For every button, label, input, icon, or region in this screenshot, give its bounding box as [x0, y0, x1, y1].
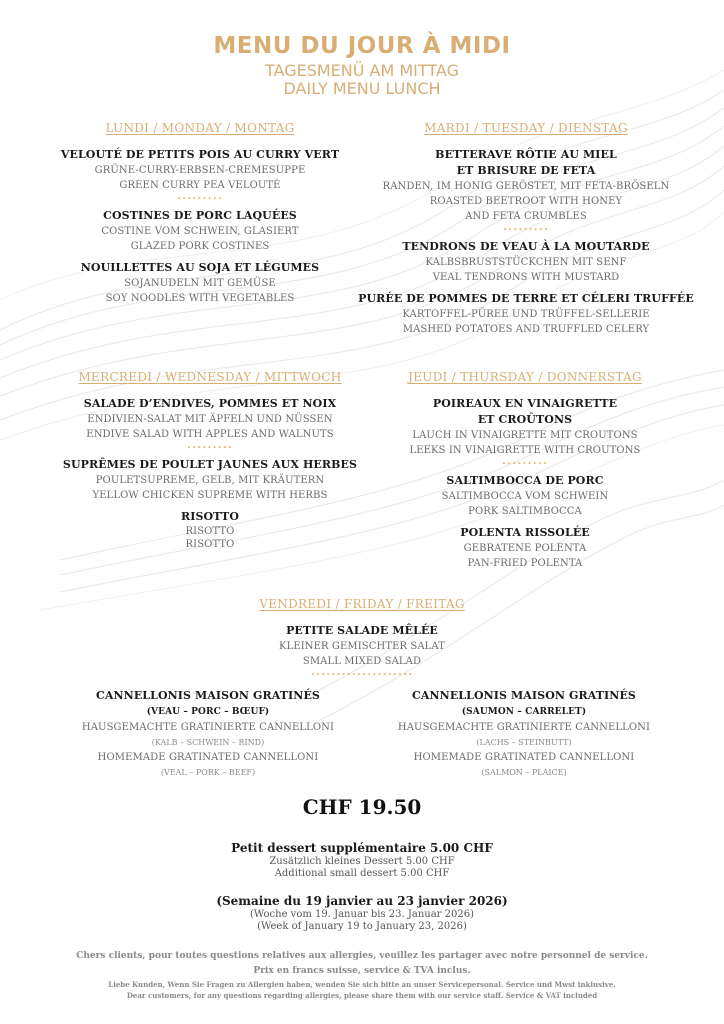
- friday-right-fr: CANNELLONIS MAISON GRATINÉS: [412, 689, 636, 702]
- tuesday-dish1-en-line2: AND FETA CRUMBLES: [465, 211, 587, 222]
- friday-right-de-sub: (LACHS – STEINBUTT): [476, 738, 572, 747]
- tuesday-dish1-en-line1: ROASTED BEETROOT WITH HONEY: [429, 196, 623, 207]
- wednesday-dish3-de: RISOTTO: [185, 526, 235, 537]
- friday-left-en-sub: (VEAL – PORK – BEEF): [160, 768, 256, 777]
- tuesday-dish3-en: MASHED POTATOES AND TRUFFLED CELERY: [402, 324, 650, 335]
- friday-left-en: HOMEMADE GRATINATED CANNELLONI: [97, 752, 319, 763]
- friday-left-de: HAUSGEMACHTE GRATINIERTE CANNELLONI: [81, 722, 335, 733]
- monday-dish3-de: SOJANUDELN MIT GEMÜSE: [124, 278, 276, 289]
- monday-dish3-en: SOY NOODLES WITH VEGETABLES: [105, 293, 295, 304]
- footer-allergy-fr: Chers clients, pour toutes questions relatives aux allergies, veuillez les partager avec notre personnel de service.: [76, 951, 648, 961]
- wednesday-dish3-fr: RISOTTO: [180, 510, 240, 523]
- monday-dish1-fr: VELOUTÉ DE PETITS POIS AU CURRY VERT: [60, 148, 340, 161]
- week-fr: (Semaine du 19 janvier au 23 janvier 2026): [216, 894, 508, 908]
- tuesday-dish2-fr: TENDRONS DE VEAU À LA MOUTARDE: [402, 240, 650, 253]
- friday-separator: ••••••••••••••••••••: [310, 671, 414, 679]
- friday-right-en-sub: (SALMON – PLAICE): [481, 768, 567, 777]
- tuesday-dish1-fr-line1: BETTERAVE RÔTIE AU MIEL: [435, 148, 617, 161]
- thursday-dish2-en: PORK SALTIMBOCCA: [468, 506, 582, 517]
- thursday-heading: JEUDI / THURSDAY / DONNERSTAG: [408, 370, 642, 384]
- friday-right-dish: [364, 688, 684, 780]
- friday-left-dish: [40, 688, 376, 780]
- tuesday-dish2-en: VEAL TENDRONS WITH MUSTARD: [432, 272, 620, 283]
- week-en: (Week of January 19 to January 23, 2026): [257, 921, 467, 932]
- wednesday-dish2-fr: SUPRÊMES DE POULET JAUNES AUX HERBES: [62, 458, 358, 471]
- thursday-dish3-de: GEBRATENE POLENTA: [463, 543, 587, 554]
- thursday-dish3-fr: POLENTA RISSOLÉE: [460, 526, 590, 539]
- footer: [0, 949, 724, 1001]
- friday-heading: VENDREDI / FRIDAY / FREITAG: [259, 597, 465, 611]
- wednesday-heading: MERCREDI / WEDNESDAY / MITTWOCH: [78, 370, 342, 384]
- footer-allergy-en: Dear customers, for any questions regarding allergies, please share them with our service staff. Service & VAT included: [126, 991, 598, 1000]
- wednesday-dish1-de: ENDIVIEN-SALAT MIT ÄPFELN UND NÜSSEN: [87, 414, 333, 425]
- wednesday-dish1-en: ENDIVE SALAD WITH APPLES AND WALNUTS: [86, 429, 334, 440]
- wednesday-dish1-fr: SALADE D’ENDIVES, POMMES ET NOIX: [83, 397, 337, 410]
- tuesday-heading: MARDI / TUESDAY / DIENSTAG: [424, 121, 628, 135]
- week-block: [0, 893, 724, 933]
- thursday-dish1-en: LEEKS IN VINAIGRETTE WITH CROUTONS: [409, 445, 641, 456]
- friday-starter-fr: PETITE SALADE MÊLÉE: [286, 624, 438, 637]
- monday-dish1-en: GREEN CURRY PEA VELOUTÉ: [119, 180, 281, 191]
- menu-subtitle-de: TAGESMENÜ AM MITTAG: [265, 61, 459, 80]
- friday-left-fr: CANNELLONIS MAISON GRATINÉS: [96, 689, 320, 702]
- menu-title: MENU DU JOUR À MIDI: [213, 33, 511, 59]
- friday-starter-de: KLEINER GEMISCHTER SALAT: [279, 641, 445, 652]
- monday-separator: •••••••••: [176, 195, 224, 203]
- thursday-section: [370, 370, 680, 571]
- wednesday-section: [40, 370, 380, 551]
- dessert-block: [0, 840, 724, 880]
- thursday-dish3-en: PAN-FRIED POLENTA: [467, 558, 583, 569]
- menu-subtitle-en: DAILY MENU LUNCH: [283, 79, 441, 98]
- monday-dish3-fr: NOUILLETTES AU SOJA ET LÉGUMES: [80, 261, 320, 274]
- dessert-en: Additional small dessert 5.00 CHF: [274, 868, 450, 879]
- footer-price-note: Prix en francs suisse, service & TVA inclus.: [253, 966, 471, 976]
- tuesday-separator: •••••••••: [502, 226, 550, 234]
- wednesday-dish2-en: YELLOW CHICKEN SUPREME WITH HERBS: [92, 490, 328, 501]
- dessert-fr: Petit dessert supplémentaire 5.00 CHF: [231, 841, 493, 855]
- friday-left-fr-sub: (VEAU – PORC – BŒUF): [146, 707, 270, 717]
- friday-starter-en: SMALL MIXED SALAD: [302, 656, 422, 667]
- friday-section: [162, 597, 562, 684]
- monday-dish2-en: GLAZED PORK COSTINES: [130, 241, 270, 252]
- week-de: (Woche vom 19. Januar bis 23. Januar 2026): [250, 909, 474, 920]
- thursday-dish1-de: LAUCH IN VINAIGRETTE MIT CROUTONS: [412, 430, 638, 441]
- tuesday-dish1-fr-line2: ET BRISURE DE FETA: [456, 164, 596, 177]
- footer-allergy-de: Liebe Kunden, Wenn Sie Fragen zu Allergien haben, wenden Sie sich bitte an unser Servicepersonal. Service und Mwst inklusive.: [108, 980, 616, 989]
- wednesday-dish2-de: POULETSUPREME, GELB, MIT KRÄUTERN: [95, 475, 325, 486]
- thursday-separator: •••••••••: [501, 460, 549, 468]
- monday-dish1-de: GRÜNE-CURRY-ERBSEN-CREMESUPPE: [94, 165, 306, 176]
- dessert-de: Zusätzlich kleines Dessert 5.00 CHF: [269, 856, 455, 867]
- wednesday-separator: •••••••••: [186, 444, 234, 452]
- tuesday-dish3-fr: PURÉE DE POMMES DE TERRE ET CÉLERI TRUFFÉE: [358, 292, 694, 305]
- tuesday-dish2-de: KALBSBRUSTSTÜCKCHEN MIT SENF: [425, 257, 627, 268]
- wednesday-dish3-en: RISOTTO: [185, 539, 235, 550]
- friday-right-de: HAUSGEMACHTE GRATINIERTE CANNELLONI: [397, 722, 651, 733]
- friday-left-de-sub: (KALB – SCHWEIN – RIND): [151, 738, 265, 747]
- thursday-dish2-de: SALTIMBOCCA VOM SCHWEIN: [441, 491, 609, 502]
- tuesday-dish3-de: KARTOFFEL-PÜREE UND TRÜFFEL-SELLERIE: [402, 309, 650, 320]
- tuesday-dish1-de: RANDEN, IM HONIG GERÖSTET, MIT FETA-BRÖSELN: [382, 181, 670, 192]
- monday-heading: LUNDI / MONDAY / MONTAG: [105, 121, 295, 135]
- monday-dish2-fr: COSTINES DE PORC LAQUÉES: [103, 209, 297, 222]
- monday-section: [40, 121, 360, 306]
- tuesday-section: [352, 121, 700, 337]
- friday-right-fr-sub: (SAUMON – CARRELET): [461, 707, 587, 717]
- menu-price: CHF 19.50: [302, 795, 422, 819]
- monday-dish2-de: COSTINE VOM SCHWEIN, GLASIERT: [101, 226, 299, 237]
- thursday-dish2-fr: SALTIMBOCCA DE PORC: [446, 474, 604, 487]
- friday-right-en: HOMEMADE GRATINATED CANNELLONI: [413, 752, 635, 763]
- thursday-dish1-fr-line2: ET CROÛTONS: [477, 413, 573, 426]
- thursday-dish1-fr-line1: POIREAUX EN VINAIGRETTE: [432, 397, 618, 410]
